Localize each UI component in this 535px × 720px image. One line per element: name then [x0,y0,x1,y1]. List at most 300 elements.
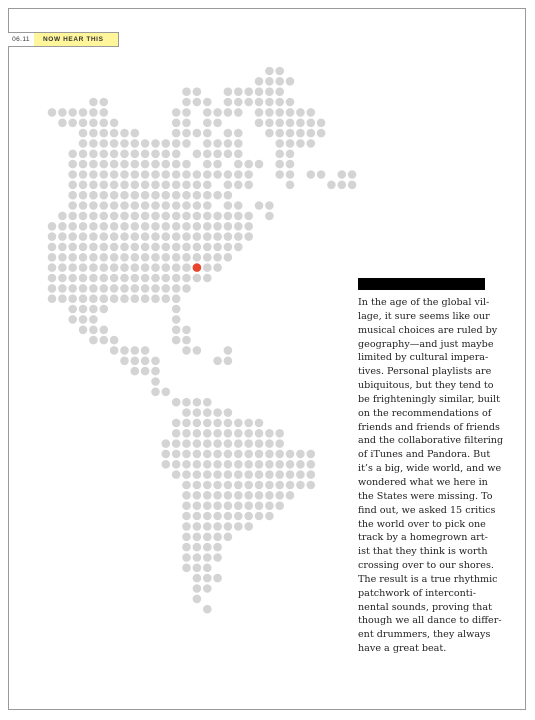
map-dot [244,160,253,169]
map-dot [79,160,88,169]
map-dot [58,274,67,283]
map-dot [234,87,243,96]
intro-paragraph [358,296,508,656]
intro-line: of iTunes and Pandora. But [358,449,491,461]
map-dot [255,160,264,169]
map-dot [224,98,233,107]
map-dot [182,501,191,510]
map-dot [224,243,233,252]
map-dot [307,129,316,138]
map-dot [275,77,284,86]
map-dot [255,419,264,428]
map-dot [234,460,243,469]
map-dot [203,181,212,190]
map-dot [286,460,295,469]
map-dot [193,87,202,96]
map-dot [193,129,202,138]
map-dot [182,408,191,417]
map-dot [79,139,88,148]
map-dot [203,481,212,490]
map-dot [275,491,284,500]
map-dot [131,150,140,159]
map-dot [162,243,171,252]
map-dot [79,150,88,159]
map-dot [203,274,212,283]
map-dot [255,460,264,469]
map-dot [162,284,171,293]
map-dot [182,160,191,169]
map-dot [151,181,160,190]
map-dot [110,284,119,293]
map-dot [296,450,305,459]
map-dot [89,243,98,252]
map-dot [348,170,357,179]
map-dot [255,429,264,438]
map-dot [234,98,243,107]
map-dot [203,243,212,252]
map-dot [172,129,181,138]
map-dot [203,129,212,138]
map-dot [213,408,222,417]
map-dot [286,181,295,190]
map-dot [317,119,326,128]
intro-line: ubiquitous, but they tend to [358,380,494,392]
map-dot [203,150,212,159]
map-dot [100,336,109,345]
map-dot [141,243,150,252]
map-dot [193,150,202,159]
map-dot [58,212,67,221]
map-dot [203,263,212,272]
map-dot [296,481,305,490]
map-dot [182,553,191,562]
map-dot [265,470,274,479]
map-dot [151,150,160,159]
map-dot [182,491,191,500]
map-dot [182,326,191,335]
map-dot [100,119,109,128]
map-dot [224,439,233,448]
map-dot [151,232,160,241]
map-dot [244,212,253,221]
map-dot [193,429,202,438]
map-dot [286,481,295,490]
map-dot [213,108,222,117]
map-dot [203,408,212,417]
map-dot [110,274,119,283]
map-dot [275,470,284,479]
map-dot [172,170,181,179]
map-dot [296,460,305,469]
map-dot [234,522,243,531]
map-dot [234,222,243,231]
map-dot [255,481,264,490]
map-dot [213,139,222,148]
intro-line: the world over to pick one [358,518,486,530]
map-dot [182,108,191,117]
map-dot [193,201,202,210]
intro-line: ent drummers, they always [358,629,491,641]
map-dot [68,222,77,231]
map-dot [203,191,212,200]
map-dot [110,263,119,272]
map-dot [265,439,274,448]
map-dot [131,212,140,221]
map-dot [131,191,140,200]
map-dot [100,274,109,283]
map-dot [203,253,212,262]
map-dot [234,501,243,510]
map-dot [203,108,212,117]
map-dot [100,201,109,210]
map-dot [203,584,212,593]
map-dot [120,191,129,200]
map-dot [182,222,191,231]
map-dot [244,491,253,500]
map-dot [234,150,243,159]
map-dot [265,491,274,500]
map-dot [68,160,77,169]
map-dot [213,191,222,200]
map-dot [193,222,202,231]
map-dot [131,222,140,231]
map-dot [244,522,253,531]
map-dot [172,429,181,438]
map-dot [79,170,88,179]
map-dot [255,501,264,510]
map-dot [110,294,119,303]
map-dot [224,222,233,231]
map-dot [89,191,98,200]
map-dot [141,212,150,221]
map-dot [193,408,202,417]
map-dot [141,222,150,231]
section-number: 06.11 [12,36,30,43]
map-dot [79,263,88,272]
map-dot [193,450,202,459]
map-dot [100,326,109,335]
intro-line: nental sounds, proving that [358,601,492,613]
map-dot [224,481,233,490]
map-dot [327,181,336,190]
map-dot [193,181,202,190]
map-dot [203,512,212,521]
map-dot [203,450,212,459]
map-dot [182,429,191,438]
map-dot [203,419,212,428]
map-dot [182,253,191,262]
map-dot [79,129,88,138]
map-dot [244,470,253,479]
map-dot [131,253,140,262]
map-dot [58,119,67,128]
map-dot [172,460,181,469]
map-dot [131,274,140,283]
map-dot [193,212,202,221]
intro-line: the States were missing. To [358,490,493,502]
map-dot [68,191,77,200]
intro-line: patchwork of interconti- [358,587,476,599]
map-dot [162,181,171,190]
map-dot [203,160,212,169]
map-dot [110,346,119,355]
map-dot [224,108,233,117]
map-dot [58,222,67,231]
map-dot [110,222,119,231]
map-dot [296,119,305,128]
map-dot [224,191,233,200]
map-dot [193,243,202,252]
map-dot [203,522,212,531]
map-dot [79,274,88,283]
map-dot [172,232,181,241]
intro-line: In the age of the global vil- [358,297,490,308]
map-dot [213,553,222,562]
map-dot [182,419,191,428]
map-dot [79,232,88,241]
map-dot [182,564,191,573]
map-dot [224,181,233,190]
map-dot [286,139,295,148]
intro-line: geography—and just maybe [358,338,494,350]
map-dot [286,119,295,128]
map-dot [100,139,109,148]
map-dot [151,170,160,179]
map-dot [172,315,181,324]
map-dot [120,222,129,231]
map-dot [151,253,160,262]
map-dot [224,170,233,179]
map-dot [182,232,191,241]
map-dot [141,263,150,272]
map-dot [141,357,150,366]
map-dot [58,284,67,293]
map-dot [79,284,88,293]
map-dot [131,263,140,272]
intro-line: crossing over to our shores. [358,560,494,572]
map-dot [151,284,160,293]
map-dot [100,294,109,303]
map-dot [131,129,140,138]
map-dot [193,501,202,510]
map-dot [255,108,264,117]
map-dot [131,201,140,210]
map-dot [120,263,129,272]
intro-line: on the recommendations of [358,407,492,419]
map-dot [213,160,222,169]
map-dot [151,377,160,386]
map-dot [255,470,264,479]
map-dot [120,346,129,355]
map-dot [131,160,140,169]
map-dot [79,243,88,252]
map-dot [100,181,109,190]
map-dot [89,129,98,138]
map-dot [213,119,222,128]
intro-line: musical choices are ruled by [358,324,498,336]
map-dot [172,305,181,314]
map-dot [338,170,347,179]
map-dot [182,263,191,272]
map-dot [213,512,222,521]
map-dot [141,191,150,200]
map-dot [224,139,233,148]
map-dot [151,357,160,366]
map-dot [296,470,305,479]
map-dot [100,160,109,169]
map-dot [182,139,191,148]
map-dot [193,522,202,531]
map-dot [265,77,274,86]
map-dot [120,243,129,252]
map-dot [234,450,243,459]
map-dot [265,501,274,510]
map-dot [286,450,295,459]
map-dot [307,481,316,490]
map-dot [255,119,264,128]
map-dot [203,139,212,148]
section-title: NOW HEAR THIS [34,33,118,46]
map-dot [151,243,160,252]
map-dot [172,284,181,293]
map-dot [182,450,191,459]
map-dot [193,574,202,583]
map-dot [172,119,181,128]
map-dot [265,460,274,469]
map-dot [141,139,150,148]
map-dot [89,98,98,107]
map-dot [48,284,57,293]
map-dot [193,398,202,407]
map-dot [265,108,274,117]
map-dot [275,67,284,76]
map-dot [151,367,160,376]
map-dot [244,439,253,448]
map-dot [162,294,171,303]
map-dot [224,522,233,531]
map-dot [141,170,150,179]
map-dot [172,222,181,231]
map-dot [141,367,150,376]
map-dot [255,87,264,96]
map-dot [182,212,191,221]
map-dot [265,129,274,138]
map-dot [213,439,222,448]
map-dot [275,129,284,138]
map-dot [265,87,274,96]
map-dot [244,87,253,96]
map-dot [213,263,222,272]
map-dot [244,419,253,428]
map-dot [89,263,98,272]
map-dot [224,346,233,355]
map-dot [224,232,233,241]
intro-line: ist that they think is worth [358,546,488,558]
map-dot [89,139,98,148]
map-dot [286,108,295,117]
map-dot [172,150,181,159]
map-dot [255,491,264,500]
map-dot [348,181,357,190]
map-dot [203,501,212,510]
map-dot [234,512,243,521]
map-dot [141,294,150,303]
map-dot [182,543,191,552]
map-dot [100,170,109,179]
map-dot [224,408,233,417]
map-dot [79,108,88,117]
map-dot [203,543,212,552]
map-dot [244,512,253,521]
map-dot [48,263,57,272]
map-dot [275,160,284,169]
map-dot [89,232,98,241]
map-dot [224,512,233,521]
map-dot [120,357,129,366]
map-dot [131,284,140,293]
map-dot [162,232,171,241]
map-dot [151,388,160,397]
map-dot [307,470,316,479]
map-dot [213,419,222,428]
map-dot [110,119,119,128]
map-dot [255,512,264,521]
map-dot [265,119,274,128]
map-dot [172,212,181,221]
map-dot [286,160,295,169]
map-dot [162,274,171,283]
map-dot [255,77,264,86]
map-dot [110,243,119,252]
map-dot [213,450,222,459]
map-dot [162,170,171,179]
map-dot [89,253,98,262]
map-dot [79,119,88,128]
map-dot [244,429,253,438]
map-dot [110,212,119,221]
map-dot [162,439,171,448]
map-dot [100,243,109,252]
map-dot [131,346,140,355]
map-dot [120,129,129,138]
intro-line: tives. Personal playlists are [358,366,492,378]
map-dot [224,533,233,542]
map-dot [275,460,284,469]
map-dot [224,212,233,221]
map-dot [131,357,140,366]
map-dot [203,222,212,231]
map-dot [141,181,150,190]
map-dot [162,222,171,231]
map-dot [213,522,222,531]
map-dot [224,450,233,459]
map-dot [89,170,98,179]
map-dot [68,243,77,252]
map-dot [234,212,243,221]
map-dot [275,439,284,448]
intro-line: track by a homegrown art- [358,532,488,544]
map-dot [110,181,119,190]
map-dot [68,170,77,179]
map-dot [162,212,171,221]
map-dot [213,150,222,159]
map-dot [172,139,181,148]
map-dot [193,170,202,179]
map-dot [68,305,77,314]
intro-line: limited by cultural impera- [358,352,489,364]
map-dot [89,222,98,231]
map-dot [89,108,98,117]
